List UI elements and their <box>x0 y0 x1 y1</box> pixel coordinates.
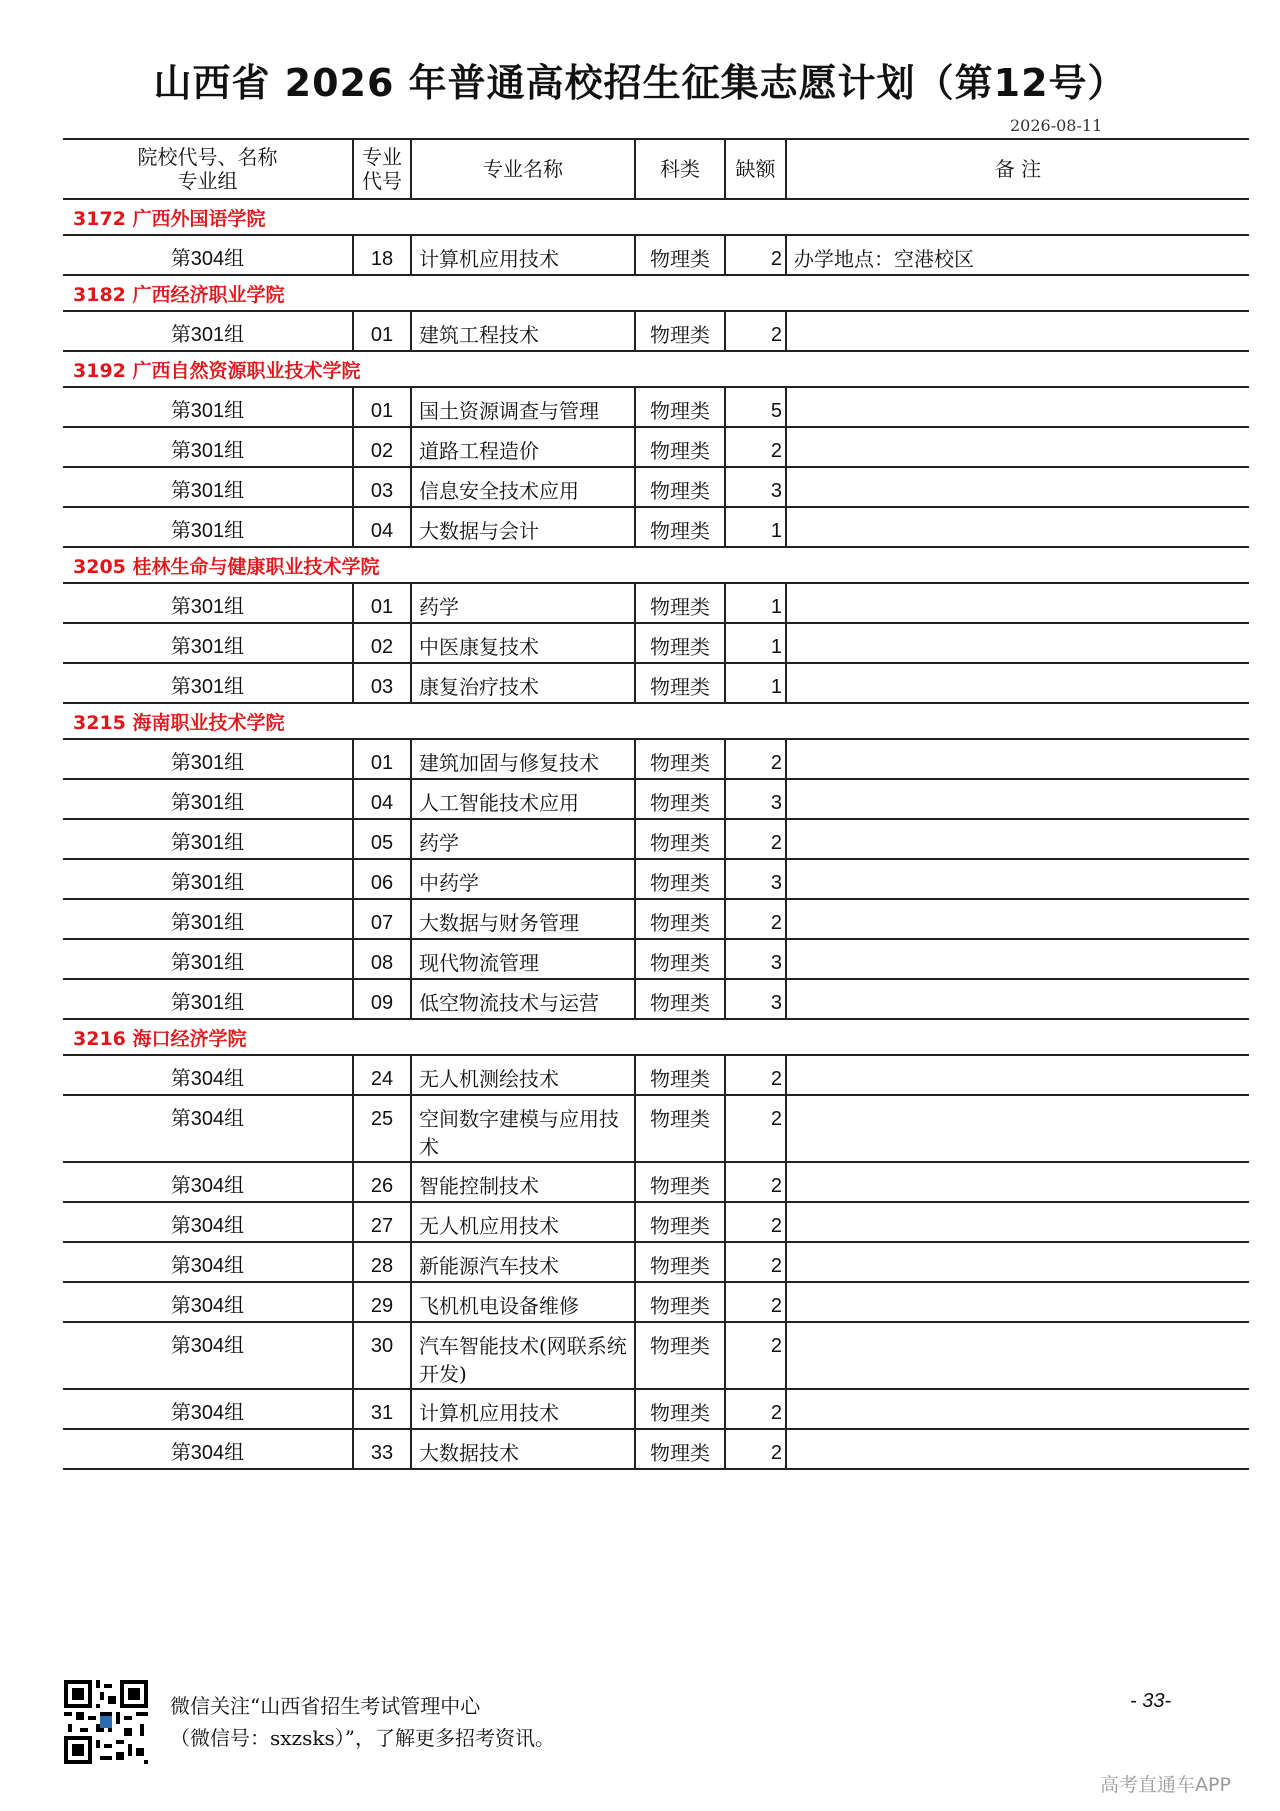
quota-cell: 2 <box>725 1429 786 1469</box>
group-cell: 第304组 <box>63 1429 353 1469</box>
quota-cell: 2 <box>725 819 786 859</box>
major-code-cell: 25 <box>353 1095 411 1162</box>
quota-cell: 3 <box>725 467 786 507</box>
school-row <box>63 1019 1249 1055</box>
major-code-cell: 01 <box>353 739 411 779</box>
major-code-cell: 01 <box>353 311 411 351</box>
quota-cell: 2 <box>725 1202 786 1242</box>
major-code-cell: 02 <box>353 427 411 467</box>
major-name-cell: 汽车智能技术(网联系统开发) <box>411 1322 635 1389</box>
group-cell: 第304组 <box>63 235 353 275</box>
group-cell: 第304组 <box>63 1389 353 1429</box>
table-row <box>63 1202 1249 1242</box>
note-cell <box>786 427 1249 467</box>
note-cell <box>786 311 1249 351</box>
major-code-cell: 04 <box>353 507 411 547</box>
header-major-code: 专业 代号 <box>353 139 411 199</box>
table-row <box>63 779 1249 819</box>
group-cell: 第304组 <box>63 1282 353 1322</box>
note-cell <box>786 899 1249 939</box>
header-major-name: 专业名称 <box>411 139 635 199</box>
table-row <box>63 235 1249 275</box>
major-code-cell: 24 <box>353 1055 411 1095</box>
group-cell: 第304组 <box>63 1242 353 1282</box>
school-name: 3192 广西自然资源职业技术学院 <box>63 351 1249 387</box>
page-number: - 33- <box>1130 1690 1172 1712</box>
group-cell: 第301组 <box>63 663 353 703</box>
footer-wechat-line1: 微信关注“山西省招生考试管理中心 <box>170 1694 481 1718</box>
header-note: 备 注 <box>786 139 1249 199</box>
major-name-cell: 药学 <box>411 583 635 623</box>
group-cell: 第301组 <box>63 739 353 779</box>
footer-wechat-line2: （微信号：sxzsks）”，了解更多招考资讯。 <box>170 1726 555 1750</box>
major-code-cell: 05 <box>353 819 411 859</box>
subject-cell: 物理类 <box>635 311 725 351</box>
subject-cell: 物理类 <box>635 779 725 819</box>
school-row <box>63 547 1249 583</box>
watermark: 高考直通车APP <box>1100 1774 1231 1796</box>
subject-cell: 物理类 <box>635 387 725 427</box>
quota-cell: 2 <box>725 739 786 779</box>
major-name-cell: 飞机机电设备维修 <box>411 1282 635 1322</box>
subject-cell: 物理类 <box>635 819 725 859</box>
group-cell: 第301组 <box>63 899 353 939</box>
table-row <box>63 859 1249 899</box>
school-name: 3215 海南职业技术学院 <box>63 703 1249 739</box>
school-row <box>63 703 1249 739</box>
school-row <box>63 351 1249 387</box>
subject-cell: 物理类 <box>635 1055 725 1095</box>
quota-cell: 3 <box>725 859 786 899</box>
note-cell <box>786 583 1249 623</box>
table-row <box>63 387 1249 427</box>
major-code-cell: 30 <box>353 1322 411 1389</box>
note-cell <box>786 507 1249 547</box>
group-cell: 第301组 <box>63 859 353 899</box>
major-name-cell: 信息安全技术应用 <box>411 467 635 507</box>
note-cell <box>786 467 1249 507</box>
table-row <box>63 1162 1249 1202</box>
major-name-cell: 现代物流管理 <box>411 939 635 979</box>
major-code-cell: 29 <box>353 1282 411 1322</box>
school-name: 3205 桂林生命与健康职业技术学院 <box>63 547 1249 583</box>
major-name-cell: 计算机应用技术 <box>411 1389 635 1429</box>
table-row <box>63 663 1249 703</box>
group-cell: 第301组 <box>63 311 353 351</box>
note-cell <box>786 1055 1249 1095</box>
table-row <box>63 467 1249 507</box>
major-name-cell: 国土资源调查与管理 <box>411 387 635 427</box>
note-cell <box>786 387 1249 427</box>
school-row <box>63 199 1249 235</box>
major-code-cell: 02 <box>353 623 411 663</box>
quota-cell: 2 <box>725 1162 786 1202</box>
subject-cell: 物理类 <box>635 507 725 547</box>
major-code-cell: 33 <box>353 1429 411 1469</box>
subject-cell: 物理类 <box>635 1322 725 1389</box>
subject-cell: 物理类 <box>635 859 725 899</box>
table-row <box>63 583 1249 623</box>
table-row <box>63 1322 1249 1389</box>
major-name-cell: 空间数字建模与应用技术 <box>411 1095 635 1162</box>
table-row <box>63 899 1249 939</box>
note-cell <box>786 1202 1249 1242</box>
major-name-cell: 智能控制技术 <box>411 1162 635 1202</box>
major-name-cell: 大数据技术 <box>411 1429 635 1469</box>
major-name-cell: 中医康复技术 <box>411 623 635 663</box>
quota-cell: 3 <box>725 779 786 819</box>
quota-cell: 2 <box>725 899 786 939</box>
table-row <box>63 819 1249 859</box>
major-name-cell: 新能源汽车技术 <box>411 1242 635 1282</box>
quota-cell: 1 <box>725 663 786 703</box>
major-code-cell: 03 <box>353 467 411 507</box>
subject-cell: 物理类 <box>635 235 725 275</box>
major-code-cell: 06 <box>353 859 411 899</box>
group-cell: 第301组 <box>63 623 353 663</box>
major-code-cell: 01 <box>353 583 411 623</box>
major-code-cell: 18 <box>353 235 411 275</box>
quota-cell: 2 <box>725 1242 786 1282</box>
group-cell: 第301组 <box>63 467 353 507</box>
note-cell <box>786 1322 1249 1389</box>
quota-cell: 3 <box>725 939 786 979</box>
major-name-cell: 计算机应用技术 <box>411 235 635 275</box>
subject-cell: 物理类 <box>635 1389 725 1429</box>
group-cell: 第301组 <box>63 819 353 859</box>
quota-cell: 2 <box>725 1389 786 1429</box>
major-code-cell: 31 <box>353 1389 411 1429</box>
major-code-cell: 04 <box>353 779 411 819</box>
note-cell <box>786 1282 1249 1322</box>
table-row <box>63 623 1249 663</box>
quota-cell: 2 <box>725 235 786 275</box>
group-cell: 第301组 <box>63 979 353 1019</box>
header-subject: 科类 <box>635 139 725 199</box>
group-cell: 第301组 <box>63 427 353 467</box>
note-cell <box>786 1429 1249 1469</box>
quota-cell: 2 <box>725 1282 786 1322</box>
table-row <box>63 939 1249 979</box>
major-code-cell: 08 <box>353 939 411 979</box>
subject-cell: 物理类 <box>635 1202 725 1242</box>
school-name: 3216 海口经济学院 <box>63 1019 1249 1055</box>
major-name-cell: 药学 <box>411 819 635 859</box>
group-cell: 第304组 <box>63 1055 353 1095</box>
note-cell <box>786 859 1249 899</box>
major-name-cell: 人工智能技术应用 <box>411 779 635 819</box>
major-name-cell: 低空物流技术与运营 <box>411 979 635 1019</box>
table-row <box>63 427 1249 467</box>
note-cell: 办学地点：空港校区 <box>786 235 1249 275</box>
group-cell: 第301组 <box>63 779 353 819</box>
table-row <box>63 739 1249 779</box>
qr-code-icon <box>64 1680 148 1764</box>
subject-cell: 物理类 <box>635 1095 725 1162</box>
major-name-cell: 大数据与财务管理 <box>411 899 635 939</box>
group-cell: 第304组 <box>63 1322 353 1389</box>
subject-cell: 物理类 <box>635 623 725 663</box>
major-code-cell: 03 <box>353 663 411 703</box>
note-cell <box>786 1095 1249 1162</box>
group-cell: 第301组 <box>63 583 353 623</box>
table-row <box>63 1389 1249 1429</box>
major-code-cell: 27 <box>353 1202 411 1242</box>
major-name-cell: 道路工程造价 <box>411 427 635 467</box>
table-body <box>63 199 1249 1469</box>
major-name-cell: 无人机测绘技术 <box>411 1055 635 1095</box>
subject-cell: 物理类 <box>635 427 725 467</box>
group-cell: 第304组 <box>63 1162 353 1202</box>
quota-cell: 3 <box>725 979 786 1019</box>
table-row <box>63 1282 1249 1322</box>
group-cell: 第301组 <box>63 387 353 427</box>
subject-cell: 物理类 <box>635 1242 725 1282</box>
major-code-cell: 26 <box>353 1162 411 1202</box>
major-code-cell: 07 <box>353 899 411 939</box>
school-name: 3182 广西经济职业学院 <box>63 275 1249 311</box>
major-code-cell: 09 <box>353 979 411 1019</box>
subject-cell: 物理类 <box>635 1162 725 1202</box>
note-cell <box>786 779 1249 819</box>
group-cell: 第301组 <box>63 939 353 979</box>
group-cell: 第304组 <box>63 1095 353 1162</box>
note-cell <box>786 1162 1249 1202</box>
table-row <box>63 1429 1249 1469</box>
group-cell: 第301组 <box>63 507 353 547</box>
group-cell: 第304组 <box>63 1202 353 1242</box>
major-name-cell: 无人机应用技术 <box>411 1202 635 1242</box>
quota-cell: 2 <box>725 1055 786 1095</box>
subject-cell: 物理类 <box>635 979 725 1019</box>
school-row <box>63 275 1249 311</box>
note-cell <box>786 819 1249 859</box>
quota-cell: 1 <box>725 623 786 663</box>
major-name-cell: 建筑加固与修复技术 <box>411 739 635 779</box>
subject-cell: 物理类 <box>635 663 725 703</box>
subject-cell: 物理类 <box>635 583 725 623</box>
major-name-cell: 建筑工程技术 <box>411 311 635 351</box>
table-header-row <box>63 139 1249 199</box>
table-row <box>63 1242 1249 1282</box>
quota-cell: 2 <box>725 311 786 351</box>
major-name-cell: 康复治疗技术 <box>411 663 635 703</box>
subject-cell: 物理类 <box>635 1429 725 1469</box>
subject-cell: 物理类 <box>635 899 725 939</box>
note-cell <box>786 1242 1249 1282</box>
subject-cell: 物理类 <box>635 1282 725 1322</box>
school-name: 3172 广西外国语学院 <box>63 199 1249 235</box>
quota-cell: 2 <box>725 1322 786 1389</box>
quota-cell: 2 <box>725 427 786 467</box>
note-cell <box>786 739 1249 779</box>
note-cell <box>786 663 1249 703</box>
note-cell <box>786 979 1249 1019</box>
quota-cell: 2 <box>725 1095 786 1162</box>
major-code-cell: 28 <box>353 1242 411 1282</box>
table-row <box>63 507 1249 547</box>
note-cell <box>786 623 1249 663</box>
note-cell <box>786 1389 1249 1429</box>
footer <box>0 1680 1280 1800</box>
header-school: 院校代号、名称 专业组 <box>63 139 353 199</box>
quota-cell: 1 <box>725 583 786 623</box>
subject-cell: 物理类 <box>635 467 725 507</box>
major-name-cell: 大数据与会计 <box>411 507 635 547</box>
quota-cell: 5 <box>725 387 786 427</box>
note-cell <box>786 939 1249 979</box>
plan-table <box>63 138 1249 1470</box>
major-code-cell: 01 <box>353 387 411 427</box>
publish-date: 2026-08-11 <box>1010 116 1103 135</box>
page-title: 山西省 2026 年普通高校招生征集志愿计划（第12号） <box>153 61 1127 105</box>
header-quota: 缺额 <box>725 139 786 199</box>
table-row <box>63 311 1249 351</box>
table-row <box>63 979 1249 1019</box>
subject-cell: 物理类 <box>635 939 725 979</box>
major-name-cell: 中药学 <box>411 859 635 899</box>
subject-cell: 物理类 <box>635 739 725 779</box>
table-row <box>63 1095 1249 1162</box>
quota-cell: 1 <box>725 507 786 547</box>
table-row <box>63 1055 1249 1095</box>
